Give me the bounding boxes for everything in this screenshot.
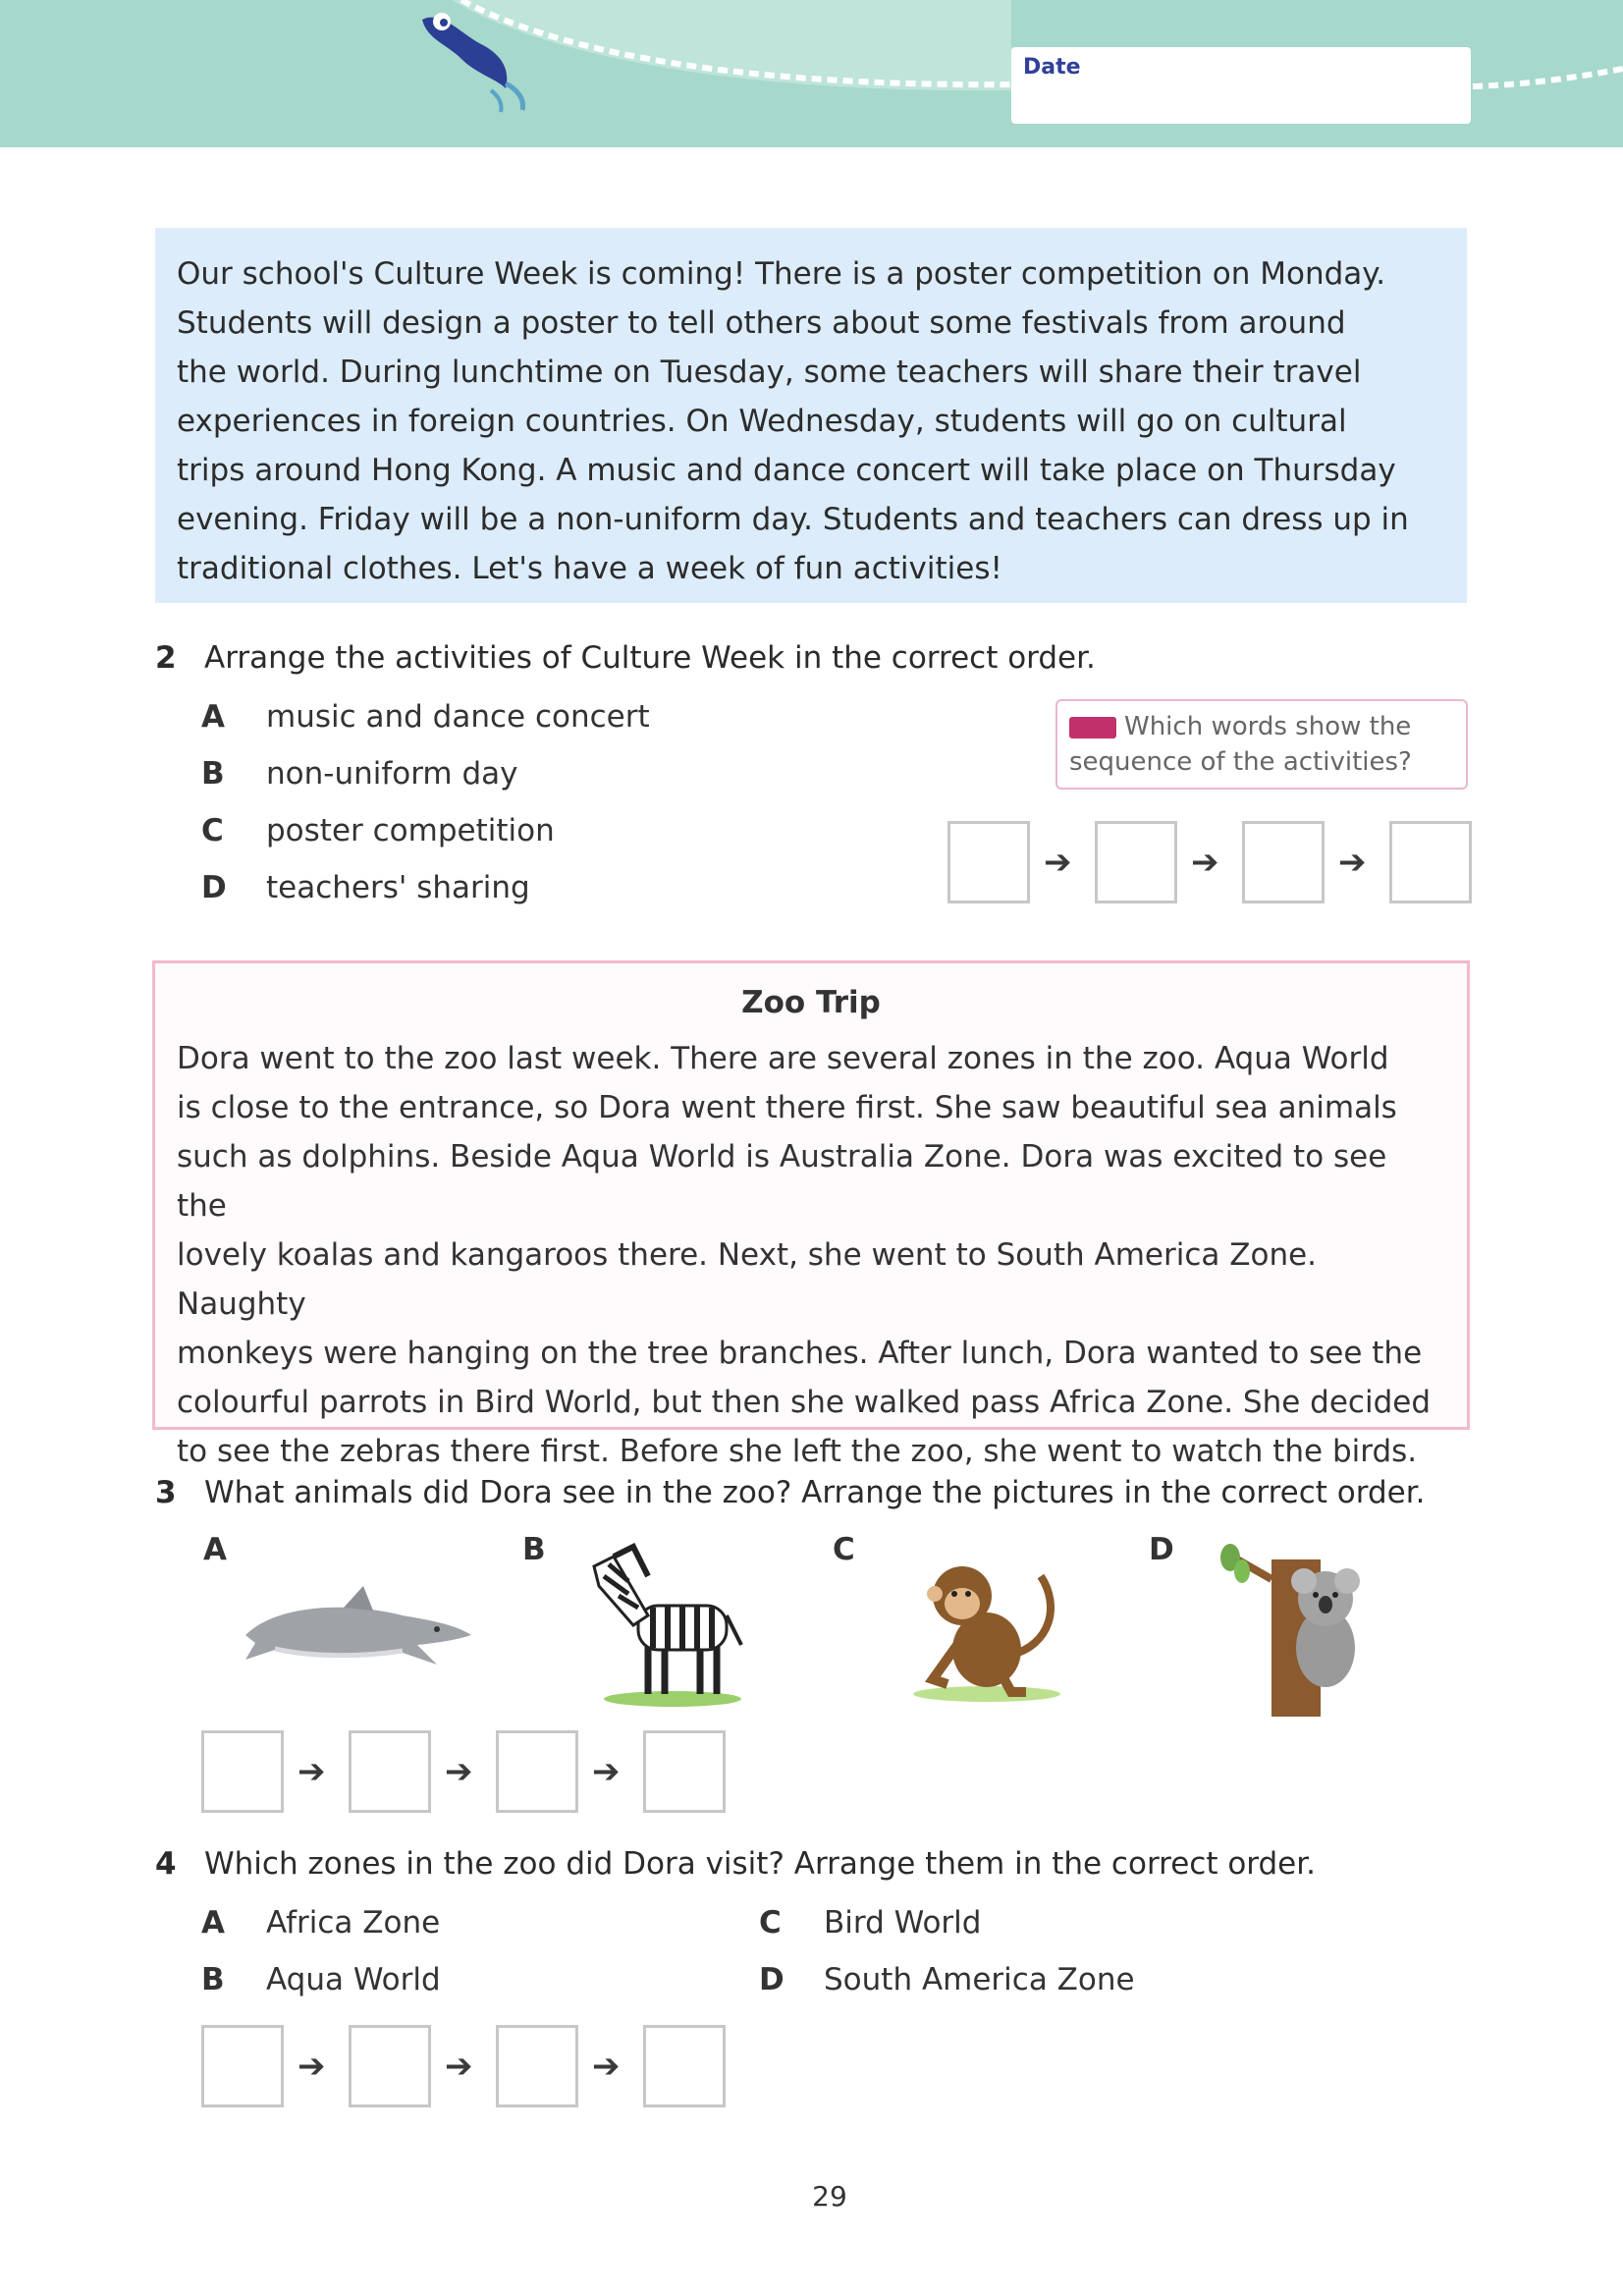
option-text: Aqua World	[266, 1962, 441, 1997]
hint-text: Which words show the sequence of the activities?	[1069, 712, 1412, 777]
option-letter: C	[759, 1905, 782, 1941]
option-text: non-uniform day	[266, 756, 518, 792]
hint-icon	[1069, 717, 1116, 738]
option-letter: D	[201, 870, 227, 905]
passage-line: colourful parrots in Bird World, but then she walked pass Africa Zone. She decided	[177, 1385, 1432, 1420]
arrow-right-icon: ➔	[1044, 843, 1072, 882]
mascot-icon	[412, 0, 540, 113]
dolphin-icon	[236, 1566, 481, 1694]
answer-box[interactable]	[1389, 821, 1472, 903]
culture-week-passage	[155, 228, 1467, 603]
arrow-right-icon: ➔	[445, 1752, 473, 1791]
option-letter: D	[759, 1962, 784, 1997]
answer-box[interactable]	[496, 2025, 578, 2107]
option-letter: B	[201, 1962, 225, 1997]
answer-box[interactable]	[349, 1730, 431, 1813]
question-text: Which zones in the zoo did Dora visit? Arrange them in the correct order.	[204, 1846, 1316, 1882]
date-label: Date	[1023, 55, 1081, 80]
option-text: Africa Zone	[266, 1905, 441, 1941]
question-2	[155, 638, 1096, 678]
passage-line: is close to the entrance, so Dora went there first. She saw beautiful sea animals	[177, 1090, 1397, 1125]
q2-option-b	[201, 754, 518, 793]
q4-option-b	[201, 1960, 441, 1999]
q3-answer-sequence	[201, 1730, 727, 1813]
passage-line: monkeys were hanging on the tree branches. After lunch, Dora wanted to see the	[177, 1336, 1423, 1371]
passage-line: to see the zebras there first. Before she left the zoo, she went to watch the birds.	[177, 1434, 1418, 1469]
passage-line: experiences in foreign countries. On Wednesday, students will go on cultural	[177, 404, 1347, 439]
answer-box[interactable]	[349, 2025, 431, 2107]
arrow-right-icon: ➔	[1338, 843, 1367, 882]
zebra-icon	[574, 1537, 751, 1709]
date-field[interactable]	[1011, 47, 1471, 124]
question-number: 2	[155, 640, 177, 676]
question-text: Arrange the activities of Culture Week in the correct order.	[204, 640, 1096, 676]
passage-line: such as dolphins. Beside Aqua World is Australia Zone. Dora was excited to see the	[177, 1139, 1387, 1224]
option-letter: B	[201, 756, 225, 792]
q2-option-c	[201, 811, 555, 850]
q4-option-d	[759, 1960, 1135, 1999]
zoo-trip-passage	[152, 960, 1470, 1469]
passage-line: Dora went to the zoo last week. There are several zones in the zoo. Aqua World	[177, 1041, 1389, 1076]
q4-option-c	[759, 1903, 981, 1942]
question-4	[155, 1844, 1316, 1884]
answer-box[interactable]	[1242, 821, 1325, 903]
answer-box[interactable]	[496, 1730, 578, 1813]
picture-letter: A	[203, 1532, 227, 1567]
answer-box[interactable]	[201, 2025, 284, 2107]
arrow-right-icon: ➔	[298, 1752, 326, 1791]
question-number: 4	[155, 1846, 177, 1882]
picture-letter: B	[522, 1532, 546, 1567]
q4-option-a	[201, 1903, 440, 1942]
question-3	[155, 1473, 1425, 1512]
answer-box[interactable]	[201, 1730, 284, 1813]
question-text: What animals did Dora see in the zoo? Arrange the pictures in the correct order.	[204, 1475, 1426, 1510]
q2-answer-sequence	[947, 821, 1473, 903]
answer-box[interactable]	[643, 2025, 726, 2107]
picture-letter: C	[833, 1532, 855, 1567]
arrow-right-icon: ➔	[298, 2047, 326, 2086]
passage-line: Students will design a poster to tell others about some festivals from around	[177, 305, 1346, 341]
option-letter: A	[201, 1905, 225, 1941]
arrow-right-icon: ➔	[592, 1752, 621, 1791]
arrow-right-icon: ➔	[445, 2047, 473, 2086]
passage-line: trips around Hong Kong. A music and dance concert will take place on Thursday	[177, 453, 1396, 488]
answer-box[interactable]	[1095, 821, 1177, 903]
q4-answer-sequence	[201, 2025, 727, 2107]
passage-line: lovely koalas and kangaroos there. Next, she went to South America Zone. Naughty	[177, 1237, 1318, 1322]
option-text: Bird World	[824, 1905, 982, 1941]
passage-line: traditional clothes. Let's have a week of fun activities!	[177, 551, 1002, 586]
passage-line: evening. Friday will be a non-uniform day. Students and teachers can dress up in	[177, 502, 1409, 537]
page-number: 29	[812, 2180, 847, 2213]
q2-option-a	[201, 697, 650, 737]
arrow-right-icon: ➔	[1191, 843, 1219, 882]
passage-title: Zoo Trip	[741, 985, 881, 1020]
option-text: music and dance concert	[266, 699, 650, 735]
arrow-right-icon: ➔	[592, 2047, 621, 2086]
passage-line: Our school's Culture Week is coming! There is a poster competition on Monday.	[177, 256, 1386, 292]
passage-line: the world. During lunchtime on Tuesday, some teachers will share their travel	[177, 355, 1362, 390]
option-text: South America Zone	[824, 1962, 1135, 1997]
picture-letter: D	[1149, 1532, 1174, 1567]
answer-box[interactable]	[947, 821, 1030, 903]
hint-box	[1055, 699, 1468, 790]
q2-option-d	[201, 868, 530, 907]
option-letter: A	[201, 699, 225, 735]
answer-box[interactable]	[643, 1730, 726, 1813]
koala-icon	[1213, 1540, 1380, 1717]
option-letter: C	[201, 813, 224, 848]
monkey-icon	[903, 1547, 1070, 1704]
option-text: poster competition	[266, 813, 555, 848]
option-text: teachers' sharing	[266, 870, 530, 905]
question-number: 3	[155, 1475, 177, 1510]
